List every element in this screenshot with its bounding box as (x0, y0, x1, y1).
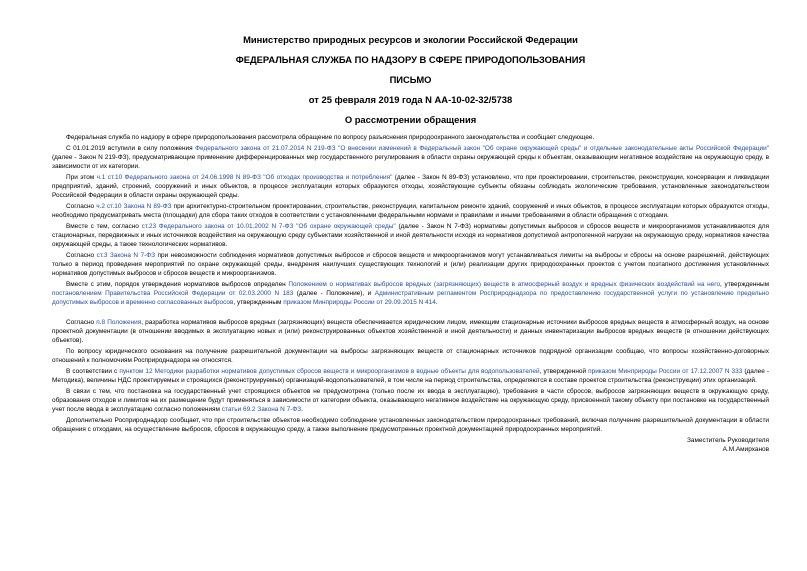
signatory-position: Заместитель Руководителя (687, 437, 769, 444)
link-regulation-item8[interactable]: п.8 Положения (96, 319, 142, 326)
link-administrative-regulation[interactable]: Административным регламентом Росприроднадзора по предоставлению государственной услуги по установлению предельно допустимых выбросов и временно согласованных выбросов (52, 290, 769, 306)
document-subject: О рассмотрении обращения (344, 114, 477, 125)
paragraph-law-219: С 01.01.2019 вступили в силу положения Федерального закона от 21.07.2014 N 219-ФЗ "О внесении изменений в Федеральный закон "Об охране окружающей среды" и отдельные законодательные акты Российской Федерации" (далее - Закон N 219-ФЗ), предусматривающие применение дифференцированных мер государственного регулирования в области охраны окружающей среды к объектам, оказывающим негативное воздействие на окружающую среду, в зависимости от их категории. (52, 145, 769, 170)
link-law-219fz[interactable]: Федерального закона от 21.07.2014 N 219-ФЗ "О внесении изменений в Федеральный закон "Об охране окружающей среды" и отдельные законодательные акты Российской Федерации" (195, 145, 769, 152)
paragraph-law-89-part1: При этом ч.1 ст.10 Федерального закона от 24.06.1998 N 89-ФЗ "Об отходах производства и потребления" (далее - Закон N 89-ФЗ) установлено, что при проектировании, строительстве, реконструкции, консервации и ликвидации предприятий, зданий, строений, сооружений и иных объектов, в процессе эксплуатации которых образуются отходы, хозяйствующие субъекты обязаны соблюдать экологические требования, установленные законодательством Российской Федерации в области охраны окружающей среды. (52, 174, 770, 199)
paragraph-regulation-p8: Согласно п.8 Положения, разработка нормативов выбросов вредных (загрязняющих) веществ обеспечивается юридическим лицом, имеющим стационарные источники выбросов вредных веществ в атмосферный воздух, на основе проектной документации (в отношении вводимых в эксплуатацию новых и (или) реконструированных объектов хозяйственной и иной деятельности) и данных инвентаризации выбросов вредных веществ (в отношении действующих объектов). (52, 319, 770, 344)
signature-block (52, 436, 769, 454)
paragraph-law-89-part2: Согласно ч.2 ст.10 Закона N 89-ФЗ при архитектурно-строительном проектировании, строительстве, реконструкции, капитальном ремонте зданий, сооружений и иных объектов, в процессе эксплуатации которых образуются отходы, необходимо предусматривать места (площадки) для сбора таких отходов в соответствии с установленными федеральными нормами и правилами и иными требованиями в области обращения с отходами. (52, 203, 769, 219)
link-order-333[interactable]: приказом Минприроды России от 17.12.2007 N 333 (588, 368, 743, 375)
paragraph-emission-procedure: Вместе с этим, порядок утверждения нормативов выбросов определен Положением о нормативах выбросов вредных (загрязняющих) веществ в атмосферный воздух и вредных физических воздействий на него, утвержденным постановлением Правительства Российской Федерации от 02.03.2000 N 183 (далее - Положение), и Административным регламентом Росприроднадзора по предоставлению государственной услуги по установлению предельно допустимых выбросов и временно согласованных выбросов, утвержденным приказом Минприроды России от 29.09.2015 N 414. (52, 281, 769, 306)
link-law-7fz-art3[interactable]: ст.3 Закона N 7-ФЗ (96, 252, 156, 259)
document-type: ПИСЬМО (389, 74, 432, 85)
paragraph-intro: Федеральная служба по надзору в сфере природопользования рассмотрела обращение по вопросу разъяснения природоохранного законодательства и сообщает следующее. (66, 134, 595, 141)
link-law-89fz-art10-p2[interactable]: ч.2 ст.10 Закона N 89-ФЗ (96, 203, 172, 210)
paragraph-additional: Дополнительно Росприроднадзор сообщает, что при строительстве объектов необходимо соблюдение установленных законодательством природоохранных требований, включая получение разрешительной документации в области обращения с отходами, на осуществление выбросов, сбросов в окружающую среду, а также выполнение предусмотренных проектной документацией природоохранных мероприятий. (52, 417, 769, 433)
link-order-414[interactable]: приказом Минприроды России от 29.09.2015 N 414 (283, 299, 436, 306)
service-name: ФЕДЕРАЛЬНАЯ СЛУЖБА ПО НАДЗОРУ В СФЕРЕ ПРИРОДОПОЛЬЗОВАНИЯ (235, 54, 586, 65)
ministry-name: Министерство природных ресурсов и экологии Российской Федерации (243, 34, 578, 45)
signatory-name: А.М.Амирханов (722, 446, 769, 453)
link-law-7fz-art69-2[interactable]: статьи 69.2 Закона N 7-ФЗ (221, 406, 302, 413)
letter-body (52, 133, 769, 434)
link-government-decree-183[interactable]: постановлением Правительства Российской Федерации от 02.03.2000 N 183 (52, 290, 294, 297)
link-emission-regulation[interactable]: Положением о нормативах выбросов вредных (загрязняющих) веществ в атмосферный воздух и вредных физических воздействий на него (288, 281, 721, 288)
paragraph-law-7-art23: Вместе с тем, согласно ст.23 Федерального закона от 10.01.2002 N 7-ФЗ "Об охране окружающей среды" (далее - Закон N 7-ФЗ) нормативы допустимых выбросов и сбросов веществ и микроорганизмов устанавливаются для стационарных, передвижных и иных источников воздействия на окружающую среду субъектами хозяйственной и иной деятельности исходя из нормативов допустимой антропогенной нагрузки на окружающую среду, нормативов качества окружающей среды, а также технологических нормативов. (52, 223, 770, 248)
paragraph-law-7-art3: Согласно ст.3 Закона N 7-ФЗ при невозможности соблюдения нормативов допустимых выбросов и сбросов веществ и микроорганизмов могут устанавливаться лимиты на выбросы и сбросы на основе разрешений, действующих только в период проведения мероприятий по охране окружающей среды, внедрения наилучших существующих технологий и (или) реализации других природоохранных проектов с учетом поэтапного достижения установленных нормативов допустимых выбросов и сбросов веществ и микроорганизмов. (52, 252, 769, 277)
paragraph-contractor: По вопросу юридического основания на получение разрешительной документации на выбросы загрязняющих веществ от стационарных источников подрядной организации сообщаю, что вопросы хозяйственно-договорных отношений к полномочиям Росприроднадзора не относятся. (52, 348, 769, 364)
link-methodology-item12[interactable]: пунктом 12 Методики разработки нормативов допустимых сбросов веществ и микроорганизмов в водные объекты для водопользователей (119, 368, 540, 375)
paragraph-methodology: В соответствии с пунктом 12 Методики разработки нормативов допустимых сбросов веществ и микроорганизмов в водные объекты для водопользователей, утвержденной приказом Минприроды России от 17.12.2007 N 333 (далее - Методика), величины НДС проектируемых и строящихся (реконструируемых) организаций-водопользователей, в том числе на период строительства, определяются в составе проектов строительства (реконструкции) этих организаций. (52, 368, 769, 384)
document-date-number: от 25 февраля 2019 года N АА-10-02-32/5738 (308, 94, 513, 105)
link-law-7fz-art23[interactable]: ст.23 Федерального закона от 10.01.2002 N 7-ФЗ "Об охране окружающей среды" (141, 223, 396, 230)
paragraph-state-registration: В связи с тем, что постановка на государственный учет строящихся объектов не предусмотрена (только после их ввода в эксплуатацию), требования в части сбросов, выбросов загрязняющих веществ в окружающую среду, образования отходов и лимитов на их размещение будут применяться в зависимости от категории объекта, оказывающего негативное воздействие на окружающую среду, присвоенной такому объекту при постановке на государственный учет после ввода в эксплуатацию согласно положениям статьи 69.2 Закона N 7-ФЗ. (52, 388, 769, 413)
link-law-89fz-art10-p1[interactable]: ч.1 ст.10 Федерального закона от 24.06.1998 N 89-ФЗ "Об отходах производства и потребления" (96, 174, 393, 181)
